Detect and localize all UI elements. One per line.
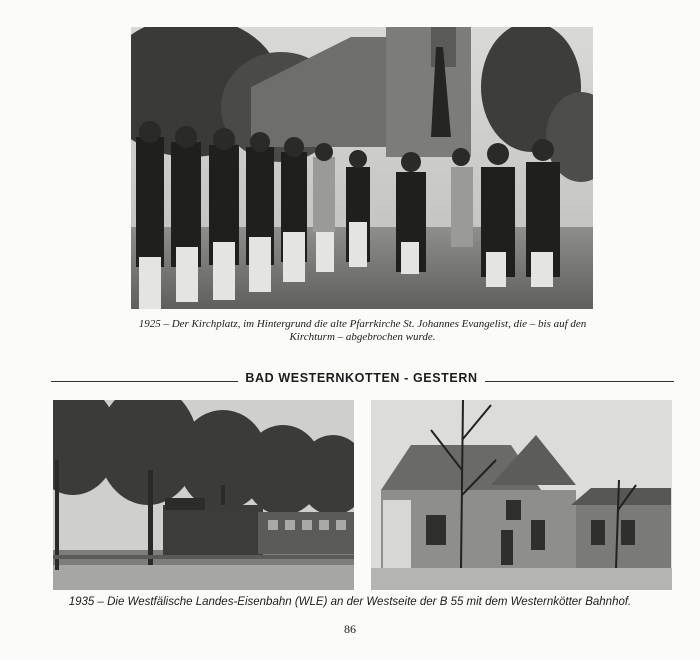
railway-train-image: [53, 400, 354, 590]
page-number: 86: [344, 622, 356, 636]
station-building-photo: [371, 400, 672, 590]
section-heading: [51, 370, 674, 386]
heading-rule-left: [51, 381, 238, 382]
church-square-photo: [131, 27, 593, 309]
station-building-image: [371, 400, 672, 590]
railway-caption: 1935 – Die Westfälische Landes-Eisenbahn (WLE) an der Westseite der B 55 mit dem Westernkötter Bahnhof.: [68, 596, 632, 608]
church-square-image: [131, 27, 593, 309]
heading-rule-right: [485, 381, 674, 382]
church-square-caption: 1925 – Der Kirchplatz, im Hintergrund die alte Pfarrkirche St. Johannes Evangelist, die – bis auf den Kirchturm – abgebrochen wurde.: [138, 318, 587, 343]
railway-train-photo: [53, 400, 354, 590]
section-title: BAD WESTERNKOTTEN - GESTERN: [245, 371, 478, 385]
